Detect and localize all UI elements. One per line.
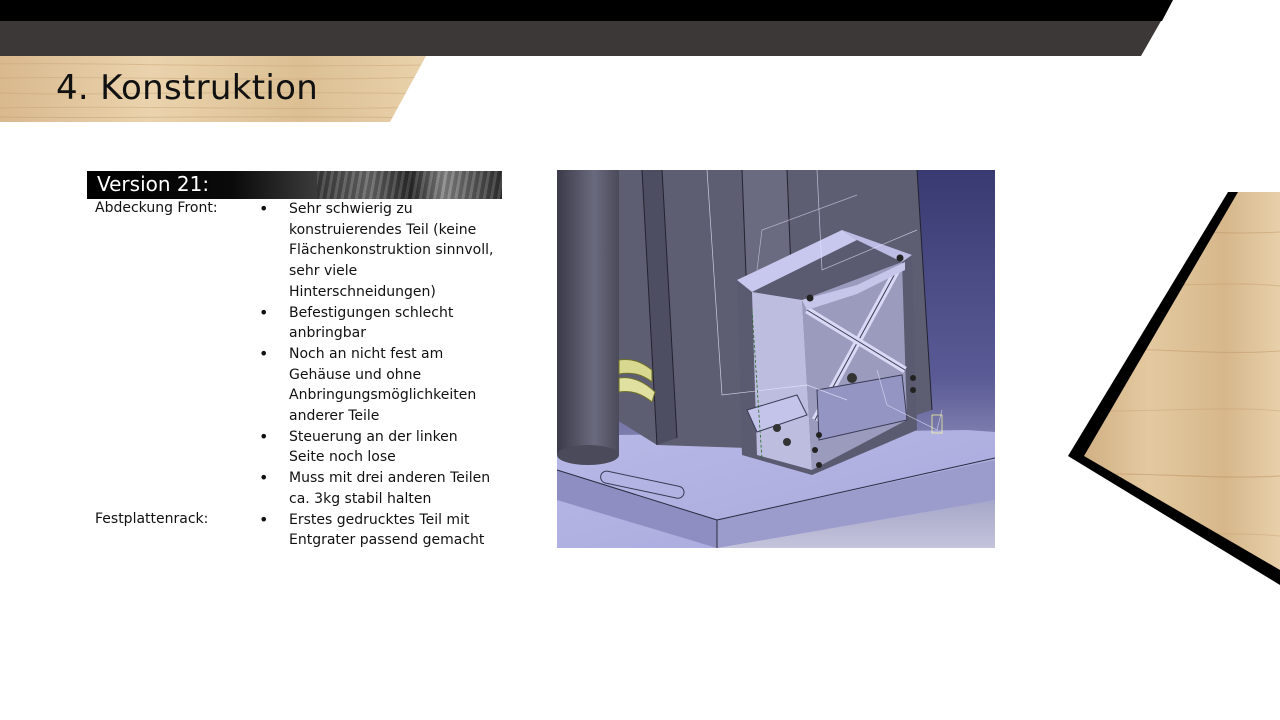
banner-texture	[317, 171, 502, 199]
row-content	[245, 199, 502, 510]
bullet-list	[245, 510, 502, 551]
version-heading-banner	[87, 171, 502, 199]
slide-title: 4. Konstruktion	[56, 68, 319, 108]
cad-model-image	[557, 170, 995, 548]
wood-corner-decoration	[1060, 190, 1280, 590]
list-item: • Steuerung an der linken Seite noch lose	[245, 427, 496, 468]
list-item: • Sehr schwierig zu konstruierendes Teil (keine Flächenkonstruktion sinnvoll, sehr viele Hinterschneidungen)	[245, 199, 496, 303]
row-label: Festplattenrack:	[95, 510, 209, 527]
issues-table	[87, 199, 502, 551]
row-label: Abdeckung Front:	[95, 200, 218, 216]
header-dark-band	[0, 0, 1280, 56]
list-item: • Erstes gedrucktes Teil mit Entgrater passend gemacht	[245, 510, 496, 551]
table-row	[87, 510, 502, 551]
list-item: • Befestigungen schlecht anbringbar	[245, 303, 496, 344]
version-heading: Version 21:	[97, 172, 210, 196]
bullet-list	[245, 199, 502, 510]
list-item: • Muss mit drei anderen Teilen ca. 3kg stabil halten	[245, 468, 496, 509]
list-item: • Noch an nicht fest am Gehäuse und ohne Anbringungsmöglichkeiten anderer Teile	[245, 344, 496, 427]
row-content	[245, 510, 502, 551]
table-row	[87, 199, 502, 510]
